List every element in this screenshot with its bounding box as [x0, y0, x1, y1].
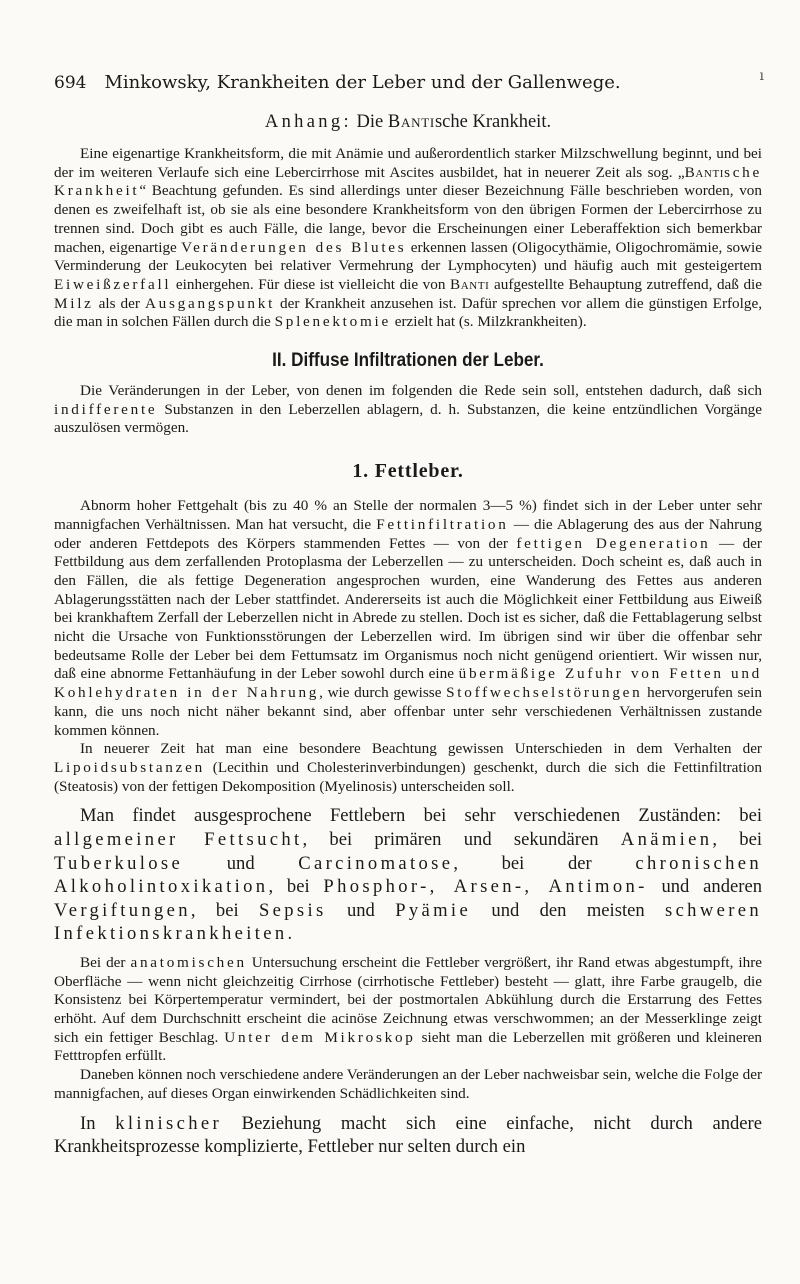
section2-paragraph: Die Veränderungen in der Leber, von denen im folgenden die Rede sein soll, entstehen dadurch, daß sich indifferente Substanzen in den Leberzellen ablagern, d. h. Substanzen, die keine entzündlichen Vorgänge auszulösen vermögen.: [54, 382, 762, 437]
section-heading-fettleber: 1. Fettleber.: [352, 460, 464, 483]
fettleber-paragraph-2: In neuerer Zeit hat man eine besondere Beachtung gewissen Unterschieden in dem Verhalten der Lipoidsubstanzen (Lecithin und Cholesterinverbindungen) geschenkt, durch die sich die Fettinfiltration (Steatosis) von der fettigen Dekomposition (Myelinosis) unterscheiden soll.: [54, 740, 762, 795]
fettleber-paragraph-5: Daneben können noch verschiedene andere Veränderungen an der Leber nachweisbar sein, welche die Folge der mannigfachen, auf dieses Organ einwirkenden Schädlichkeiten sind.: [54, 1066, 762, 1102]
running-title: Minkowsky, Krankheiten der Leber und der Gallenwege.: [104, 72, 621, 93]
appendix-paragraph: Eine eigenartige Krankheitsform, die mit Anämie und außerordentlich starker Milzschwellung beginnt, und bei der im weiteren Verlaufe sich eine Lebercirrhose mit Ascites ausbildet, hat in neuerer Zeit als sog. „Bantische Krankheit“ Beachtung gefunden. Es sind allerdings unter dieser Bezeichnung Fälle beschrieben worden, von denen es zweifelhaft ist, ob sie als eine besondere Krankheitsform von den übrigen Formen der Lebercirrhose zu trennen sind. Doch gibt es auch Fälle, die lange, bevor die Erscheinungen einer Leberaffektion sich bemerkbar machen, eigenartige Veränderungen des Blutes erkennen lassen (Oligocythämie, Oligochromämie, sowie Verminderung der Leukocyten bei relativer Vermehrung der Lymphocyten) und häufig auch mit gesteigertem Eiweißzerfall einhergehen. Für diese ist vielleicht die von Banti aufgestellte Behauptung zutreffend, daß die Milz als der Ausgangspunkt der Krankheit anzusehen ist. Dafür sprechen vor allem die günstigen Erfolge, die man in solchen Fällen durch die Splenektomie erzielt hat (s. Milzkrankheiten).: [54, 145, 763, 331]
appendix-heading: Anhang: Die Bantische Krankheit.: [264, 112, 552, 132]
running-header: [54, 68, 764, 93]
fettleber-paragraph-1: Abnorm hoher Fettgehalt (bis zu 40 % an Stelle der normalen 3—5 %) findet sich in der Leber unter sehr mannigfachen Verhältnissen. Man hat versucht, die Fettinfiltration — die Ablagerung des aus der Nahrung oder anderen Fettdepots des Körpers stammenden Fettes — von der fettigen Degeneration — der Fettbildung aus dem zerfallenden Protoplasma der Leberzellen — zu unterscheiden. Doch scheint es, daß auch in den Fällen, die als fettige Degeneration angesprochen wurden, eine Wanderung des Fettes aus anderen Ablagerungsstätten nach der Leber stattfindet. Andererseits ist auch die Möglichkeit einer Fettbildung aus Eiweiß bei krankhaftem Zerfall der Leberzellen nicht in Abrede zu stellen. Doch ist es sicher, daß die Fettablagerung selbst nicht die Ursache von Funktionsstörungen der Leberzellen wird. Im übrigen sind wir über die offenbar sehr bedeutsame Rolle der Leber bei dem Fettumsatz im Organismus noch nicht genügend orientiert. Wir wissen nur, daß eine abnorme Fettanhäufung in der Leber sowohl durch eine übermäßige Zufuhr von Fetten und Kohlehydraten in der Nahrung, wie durch gewisse Stoffwechselstörungen hervorgerufen sein kann, die uns noch nicht näher bekannt sind, aber offenbar unter sehr verschiedenen Verhältnissen zustande kommen können.: [54, 497, 763, 739]
fettleber-paragraph-3: Man findet ausgesprochene Fettlebern bei sehr verschiedenen Zuständen: bei allgemeiner Fettsucht, bei primären und sekundären Anämien, bei Tuberkulose und Carcinomatose, bei der chronischen Alkoholintoxikation, bei Phosphor-, Arsen-, Antimon- und anderen Vergiftungen, bei Sepsis und Pyämie und den meisten schweren Infektionskrankheiten.: [54, 805, 763, 945]
fettleber-paragraph-6: In klinischer Beziehung macht sich eine einfache, nicht durch andere Krankheitsprozesse komplizierte, Fettleber nur selten durch ein: [54, 1112, 762, 1158]
margin-mark: ı: [759, 68, 764, 84]
section-heading-diffuse-infiltrationen: II. Diffuse Infiltrationen der Leber.: [272, 350, 544, 372]
fettleber-paragraph-4: Bei der anatomischen Untersuchung erscheint die Fettleber vergrößert, ihr Rand etwas abgestumpft, ihre Oberfläche — wenn nicht gleichzeitig Cirrhose (cirrhotische Fettleber) besteht — glatt, ihre Farbe graugelb, die Konsistenz bei Körpertemperatur vermindert, bei der postmortalen Abkühlung durch die Erstarrung des Fettes erhöht. Auf dem Durchschnitt erscheint die acinöse Zeichnung etwas verschwommen; an der Messerklinge zeigt sich ein fettiger Beschlag. Unter dem Mikroskop sieht man die Leberzellen mit größeren und kleineren Fetttropfen erfüllt.: [54, 953, 763, 1065]
body-text: [54, 108, 762, 1159]
page-number: 694: [54, 73, 87, 93]
